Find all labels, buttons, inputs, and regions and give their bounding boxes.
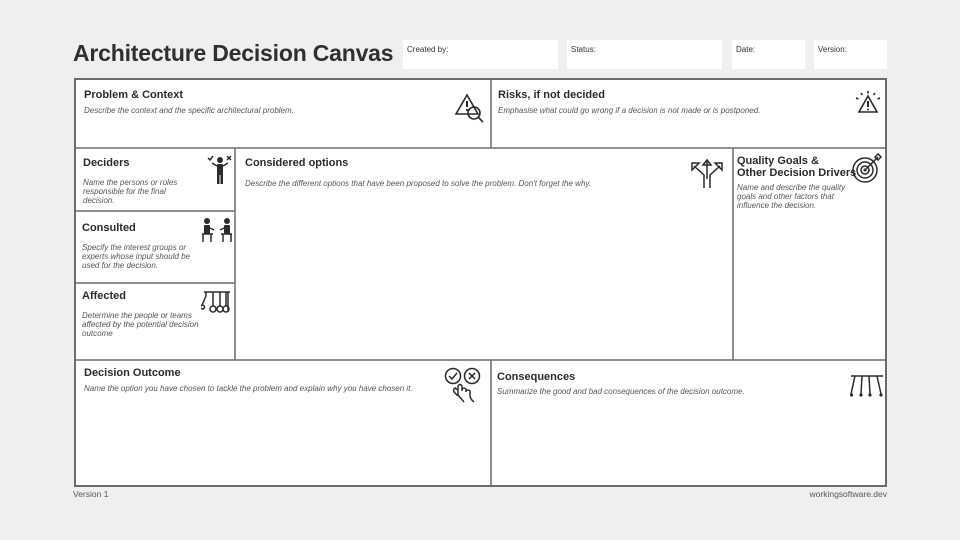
version-field[interactable] [814, 40, 887, 69]
problem-context-title: Problem & Context [84, 89, 184, 101]
affected-title: Affected [82, 290, 127, 302]
decision-canvas [74, 78, 887, 487]
consequences-desc: Summarize the good and bad consequences of the decision outcome. [497, 387, 745, 396]
deciders-title: Deciders [83, 157, 130, 169]
deciders-desc: Name the persons or roles responsible for the final decision. [83, 178, 178, 205]
decision-outcome-section[interactable] [84, 367, 474, 393]
created-by-field[interactable] [403, 40, 558, 69]
person-decision-icon [207, 155, 233, 185]
decision-outcome-title: Decision Outcome [84, 367, 181, 379]
date-label: Date: [736, 45, 756, 54]
footer-version: Version 1 [73, 489, 109, 499]
alert-triangle-icon [854, 90, 882, 114]
page-title: Architecture Decision Canvas [73, 40, 394, 66]
considered-options-section[interactable] [245, 157, 685, 188]
decision-outcome-desc: Name the option you have chosen to tackle the problem and explain why you have chosen it. [84, 384, 413, 393]
risks-desc: Emphasise what could go wrong if a decision is not made or is postponed. [498, 106, 761, 115]
target-icon [852, 152, 882, 184]
quality-goals-section[interactable] [737, 155, 857, 210]
consulted-desc: Specify the interest groups or experts whose input should be used for the decision. [82, 243, 191, 270]
considered-options-title: Considered options [245, 157, 349, 169]
risks-title: Risks, if not decided [498, 89, 605, 101]
affected-section[interactable] [82, 290, 207, 338]
consequences-section[interactable] [497, 371, 837, 396]
newtons-cradle-icon [201, 290, 231, 314]
quality-goals-title-line1: Quality Goals & [737, 155, 819, 167]
consequences-title: Consequences [497, 371, 576, 383]
status-field[interactable] [567, 40, 722, 69]
people-talking-icon [201, 217, 233, 243]
warning-search-icon [454, 93, 484, 123]
affected-desc: Determine the people or teams affected by the potential decision outcome [82, 311, 199, 338]
risks-section[interactable] [498, 89, 838, 115]
diverging-arrows-icon [691, 157, 723, 189]
quality-goals-desc: Name and describe the quality goals and other factors that influence the decision. [737, 183, 846, 210]
considered-options-desc: Describe the different options that have been proposed to solve the problem. Don't forget the why. [245, 179, 592, 188]
pendulum-icon [850, 374, 884, 398]
consulted-title: Consulted [82, 222, 136, 234]
deciders-section[interactable] [83, 157, 203, 205]
version-label: Version: [818, 45, 847, 54]
hand-choice-icon [444, 367, 482, 403]
canvas-grid [76, 80, 885, 485]
consulted-section[interactable] [82, 222, 207, 270]
created-by-label: Created by: [407, 45, 449, 54]
quality-goals-title-line2: Other Decision Drivers [737, 167, 857, 179]
problem-context-desc: Describe the context and the specific architectural problem. [84, 106, 294, 115]
date-field[interactable] [732, 40, 805, 69]
problem-context-section[interactable] [84, 89, 484, 115]
status-label: Status: [571, 45, 596, 54]
footer-site: workingsoftware.dev [809, 489, 887, 499]
